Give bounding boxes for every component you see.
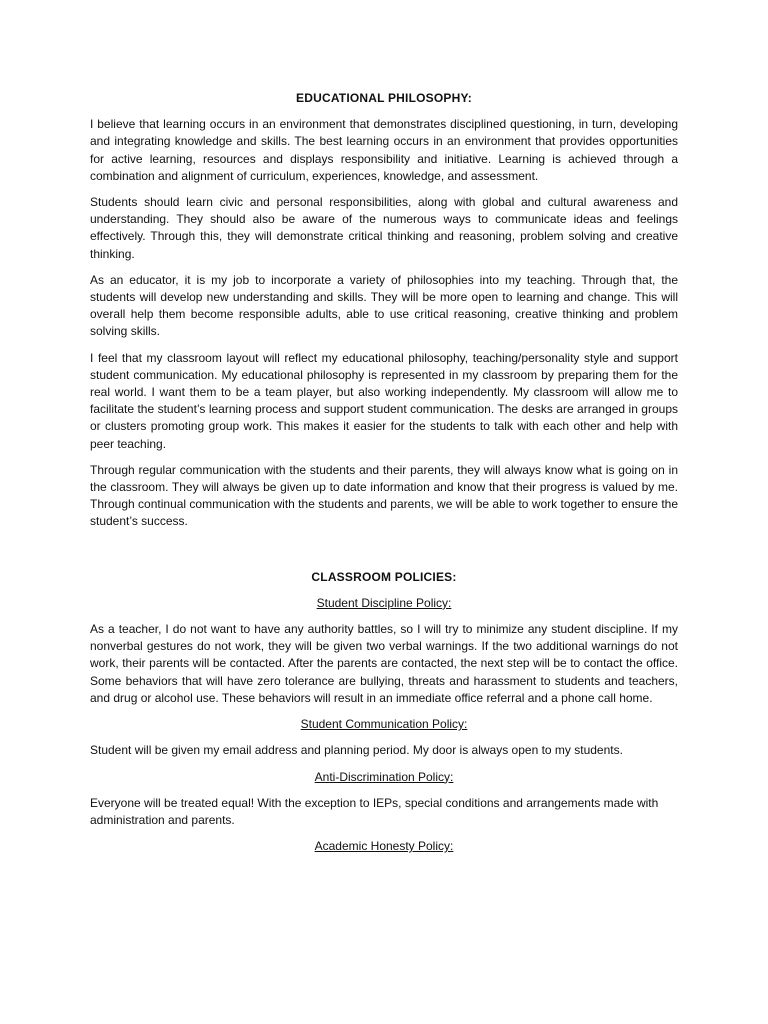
academic-honesty-policy-heading: Academic Honesty Policy: <box>314 839 454 854</box>
philosophy-paragraph-2: Students should learn civic and personal responsibilities, along with global and cultural awareness and understanding. They should also be aware of the numerous ways to communicate ideas and feelings effectively. Through this, they will demonstrate critical thinking and reasoning, problem solving and creative thinking. <box>90 195 678 261</box>
discipline-policy-heading: Student Discipline Policy: <box>316 595 452 610</box>
document-body <box>90 90 678 864</box>
philosophy-paragraph-1: I believe that learning occurs in an environment that demonstrates disciplined questioning, in turn, developing and integrating knowledge and skills. The best learning occurs in an environment that provides opportunities for active learning, resources and displays responsibility and initiative. Learning is achieved through a combination and alignment of curriculum, experiences, knowledge, and assessment. <box>90 117 678 183</box>
philosophy-paragraph-5: Through regular communication with the students and their parents, they will always know what is going on in the classroom. They will always be given up to date information and know that their progress is valued by me. Through continual communication with the students and parents, we will be able to work together to ensure the student’s success. <box>90 462 678 529</box>
philosophy-paragraph-3: As an educator, it is my job to incorporate a variety of philosophies into my teaching. Through that, the students will develop new understanding and skills. They will be more open to learning and change. This will overall help them become responsible adults, able to use critical reasoning, creative thinking and problem solving skills. <box>90 272 678 339</box>
anti-discrimination-policy-text: Everyone will be treated equal! With the exception to IEPs, special conditions and arrangements made with administration and parents. <box>90 795 659 827</box>
communication-policy-heading: Student Communication Policy: <box>300 717 468 732</box>
communication-policy-text: Student will be given my email address and planning period. My door is always open to my students. <box>90 743 623 758</box>
classroom-policies-title: CLASSROOM POLICIES: <box>311 569 457 584</box>
anti-discrimination-policy-heading: Anti-Discrimination Policy: <box>314 769 454 784</box>
educational-philosophy-title: EDUCATIONAL PHILOSOPHY: <box>296 91 472 105</box>
philosophy-paragraph-4: I feel that my classroom layout will reflect my educational philosophy, teaching/personality style and support student communication. My educational philosophy is represented in my classroom by preparing them for the real world. I want them to be a team player, but also working independently. My classroom will allow me to facilitate the student’s learning process and support student communication. The desks are arranged in groups or clusters promoting group work. This makes it easier for the students to talk with each other and help with peer teaching. <box>90 350 678 451</box>
discipline-policy-text: As a teacher, I do not want to have any authority battles, so I will try to minimize any student discipline. If my nonverbal gestures do not work, they will be given two verbal warnings. If the two additional warnings do not work, their parents will be contacted. After the parents are contacted, the next step will be to contact the office. Some behaviors that will have zero tolerance are bullying, threats and harassment to students and teachers, and drug or alcohol use. These behaviors will result in an immediate office referral and a phone call home. <box>90 622 678 705</box>
section-spacer <box>90 540 678 569</box>
